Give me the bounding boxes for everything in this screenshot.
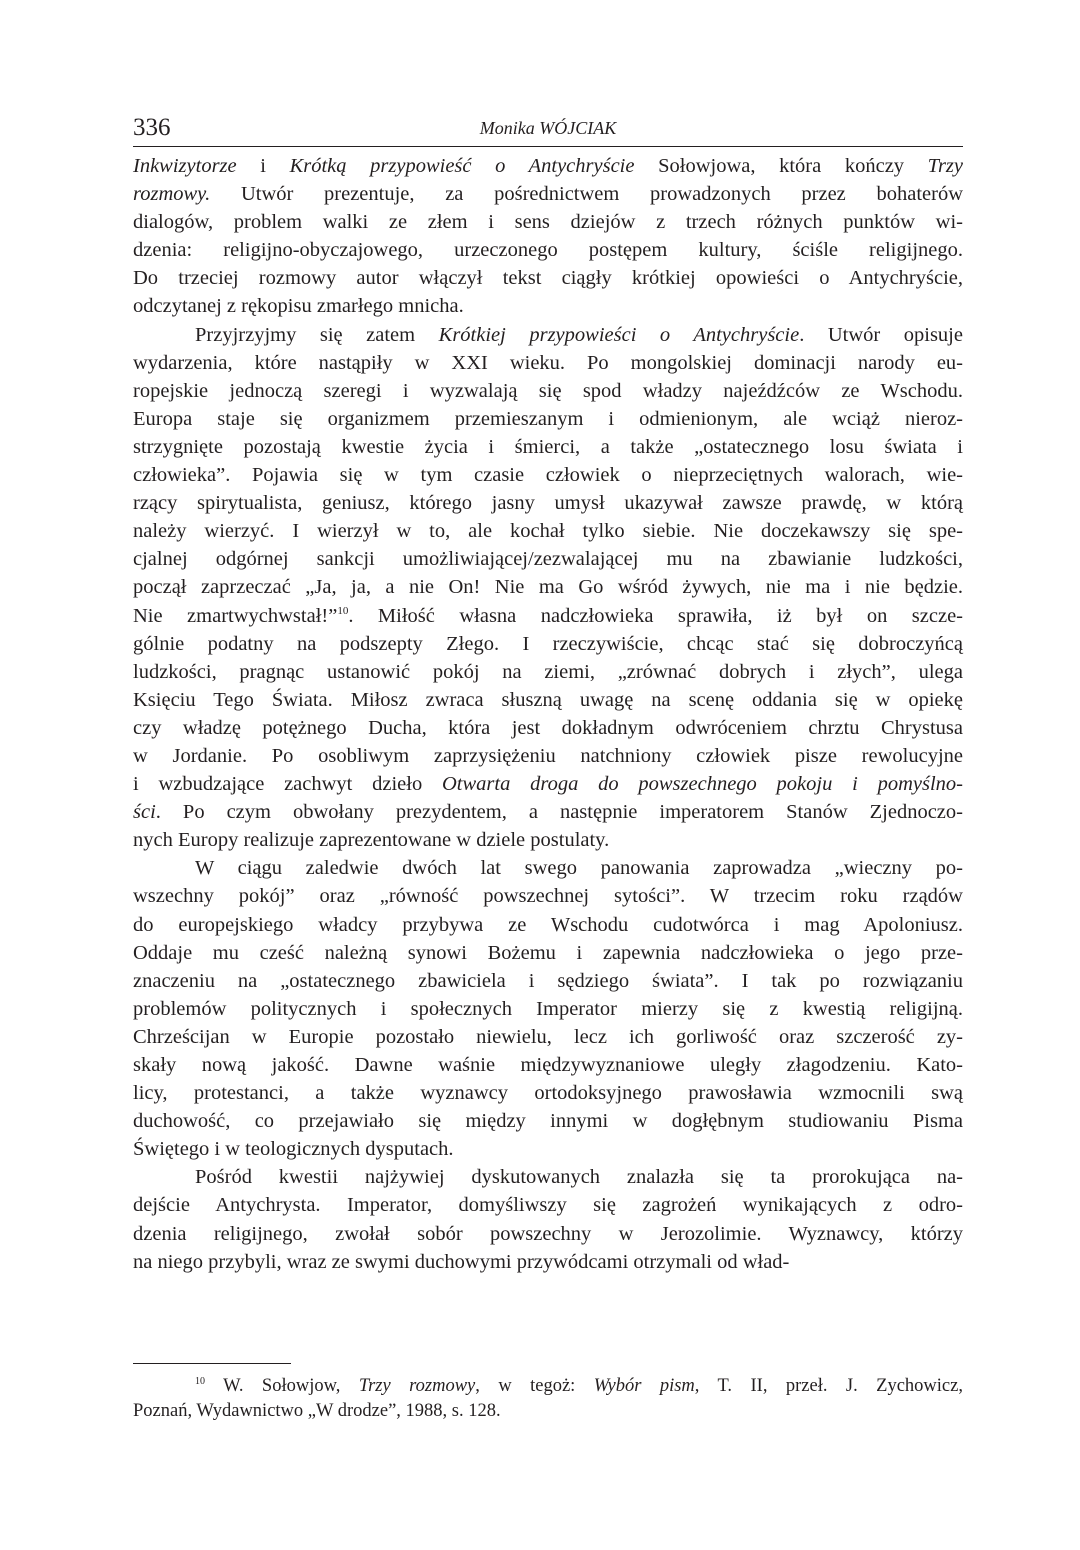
text-line bbox=[133, 911, 963, 939]
text-run: Poznań, Wydawnictwo „W drodze”, 1988, s. 128. bbox=[133, 1401, 501, 1421]
paragraph bbox=[133, 854, 963, 1163]
text-run: znaczeniu na „ostatecznego zbawiciela i sędziego świata”. I tak po rozwiązaniu bbox=[133, 969, 963, 992]
text-line bbox=[133, 180, 963, 208]
text-run: Europa staje się organizmem przemieszanym i odmienionym, ale wciąż nieroz- bbox=[133, 407, 963, 430]
paragraph bbox=[133, 152, 963, 321]
italic-text: Inkwizytorze bbox=[133, 155, 237, 177]
running-head: Monika WÓJCIAK bbox=[479, 118, 617, 138]
text-run: gólnie podatny na podszepty Złego. I rzeczywiście, chcąc stać się dobroczyńcą bbox=[133, 632, 963, 655]
text-run: począł zaprzeczać „Ja, ja, a nie On! Nie ma Go wśród żywych, nie ma i nie będzie. bbox=[133, 576, 963, 599]
text-run: w Jordanie. Po osobliwym zaprzysiężeniu natchniony człowiek pisze rewolucyjne bbox=[133, 744, 963, 767]
text-line bbox=[133, 1163, 963, 1191]
text-run: . Po czym obwołany prezydentem, a następnie imperatorem Stanów Zjednoczo- bbox=[155, 801, 963, 824]
text-run: nych Europy realizuje zaprezentowane w dziele postulaty. bbox=[133, 829, 610, 852]
text-line bbox=[133, 1248, 963, 1276]
text-line bbox=[133, 321, 963, 349]
text-line bbox=[133, 658, 963, 686]
text-run: Oddaje mu cześć należną synowi Bożemu i zapewnia nadczłowieka o jego prze- bbox=[133, 941, 963, 964]
text-run: należy wierzyć. I wierzył w to, ale kochał tylko siebie. Nie doczekawszy się spe- bbox=[133, 520, 963, 543]
text-run: licy, protestanci, a także wyznawcy ortodoksyjnego prawosławia wzmocnili swą bbox=[133, 1082, 963, 1105]
footnote-separator bbox=[133, 1363, 291, 1364]
text-run: Księciu Tego Świata. Miłosz zwraca słuszną uwagę na scenę oddania się w opiekę bbox=[133, 688, 963, 711]
text-run: skały nową jakość. Dawne waśnie międzywyznaniowe uległy złagodzeniu. Kato- bbox=[133, 1054, 963, 1076]
text-line bbox=[133, 1023, 963, 1051]
text-run: Chrześcijan w Europie pozostało niewielu, lecz ich gorliwość oraz szczerość zy- bbox=[133, 1025, 963, 1048]
text-run: , w tegoż: bbox=[475, 1376, 594, 1396]
text-run: dzenia religijnego, zwołał sobór powszechny w Jerozolimie. Wyznawcy, którzy bbox=[133, 1222, 963, 1245]
text-run: do europejskiego władcy przybywa ze Wschodu cudotwórca i mag Apoloniusz. bbox=[133, 913, 963, 936]
page-number: 336 bbox=[133, 114, 171, 141]
text-run: Utwór prezentuje, za pośrednictwem prowadzonych przez bohaterów bbox=[210, 183, 963, 206]
text-run: dialogów, problem walki ze złem i sens dziejów z trzech różnych punktów wi- bbox=[133, 211, 963, 234]
text-run: duchowość, co przejawiało się między innymi w dogłębnym studiowaniu Pisma bbox=[133, 1110, 963, 1133]
text-run: Nie zmartwychwstał!” bbox=[133, 604, 338, 627]
text-run: W. Sołowjow, bbox=[205, 1376, 359, 1396]
italic-text: Krótkiej przypowieści o Antychryście bbox=[438, 323, 800, 346]
text-line bbox=[133, 995, 963, 1023]
text-line bbox=[133, 517, 963, 545]
text-run: wszechny pokój” oraz „równość powszechnej sytości”. W trzecim roku rządów bbox=[133, 885, 963, 908]
text-line bbox=[133, 236, 963, 264]
text-run: , T. II, przeł. J. Zychowicz, bbox=[694, 1376, 963, 1396]
text-run: ropejskie jednoczą szeregi i wyzwalają się spod władzy najeźdźców ze Wschodu. bbox=[133, 379, 963, 402]
text-line bbox=[133, 489, 963, 517]
text-line bbox=[133, 292, 963, 320]
text-line bbox=[133, 573, 963, 601]
footnote bbox=[133, 1374, 963, 1424]
text-run: strzygnięte pozostają kwestie życia i śmierci, a także „ostatecznego losu świata i bbox=[133, 435, 963, 458]
text-run: Pośród kwestii najżywiej dyskutowanych znalazła się ta prorokująca na- bbox=[195, 1166, 963, 1189]
text-run: człowieka”. Pojawia się w tym czasie człowiek o nieprzeciętnych walorach, wie- bbox=[133, 464, 963, 487]
text-run: Sołowjowa, która kończy bbox=[634, 155, 928, 177]
text-line bbox=[133, 854, 963, 882]
text-line bbox=[133, 545, 963, 573]
footnote-line bbox=[133, 1399, 963, 1424]
text-run: i wzbudzające zachwyt dzieło bbox=[133, 773, 442, 796]
text-run: Do trzeciej rozmowy autor włączył tekst ciągły krótkiej opowieści o Antychryście, bbox=[133, 267, 963, 290]
italic-text: Otwarta droga do powszechnego pokoju i pomyślno- bbox=[442, 773, 963, 796]
paragraph bbox=[133, 1163, 963, 1275]
footnote-number: 10 bbox=[195, 1375, 205, 1387]
text-line bbox=[133, 1107, 963, 1135]
italic-text: ści bbox=[133, 801, 156, 824]
text-line bbox=[133, 630, 963, 658]
text-run: problemów politycznych i społecznych Imperator mierzy się z kwestią religijną. bbox=[133, 997, 963, 1020]
text-run: rzący spirytualista, geniusz, którego jasny umysł ukazywał zawsze prawdę, w którą bbox=[133, 492, 963, 515]
text-run: na niego przybyli, wraz ze swymi duchowymi przywódcami otrzymali od wład- bbox=[133, 1250, 790, 1273]
italic-text: Wybór pism bbox=[593, 1376, 695, 1396]
text-run: . Utwór opisuje bbox=[799, 323, 963, 346]
italic-text: Krótką przypowieść o Antychryście bbox=[289, 155, 635, 177]
text-line bbox=[133, 1135, 963, 1163]
footnote-reference: 10 bbox=[337, 604, 349, 617]
italic-text: Trzy bbox=[927, 155, 963, 177]
text-run: . Miłość własna nadczłowieka sprawiła, iż był on szcze- bbox=[348, 604, 964, 627]
text-line bbox=[133, 405, 963, 433]
text-line bbox=[133, 1191, 963, 1219]
text-line bbox=[133, 882, 963, 910]
text-line bbox=[133, 742, 963, 770]
italic-text: Trzy rozmowy bbox=[358, 1376, 476, 1396]
text-run: wydarzenia, które nastąpiły w XXI wieku. Po mongolskiej dominacji narody eu- bbox=[133, 351, 963, 374]
text-run: czy władzę potężnego Ducha, która jest dokładnym odwróceniem chrztu Chrystusa bbox=[133, 716, 963, 739]
text-line bbox=[133, 770, 963, 798]
italic-text: rozmowy. bbox=[133, 183, 211, 206]
text-line bbox=[133, 686, 963, 714]
text-line bbox=[133, 1051, 963, 1079]
text-run: dzenia: religijno-obyczajowego, urzeczonego postępem kultury, ściśle religijnego. bbox=[133, 239, 963, 262]
text-line bbox=[133, 208, 963, 236]
text-line bbox=[133, 461, 963, 489]
paragraph bbox=[133, 321, 963, 855]
text-line bbox=[133, 433, 963, 461]
text-run: dejście Antychrysta. Imperator, domyśliwszy się zagrożeń wynikających z odro- bbox=[133, 1194, 963, 1217]
text-run: W ciągu zaledwie dwóch lat swego panowania zaprowadza „wieczny po- bbox=[195, 857, 963, 880]
text-line bbox=[133, 1079, 963, 1107]
footnote-line bbox=[133, 1374, 963, 1399]
text-run: ludzkości, pragnąc ustanowić pokój na ziemi, „zrównać dobrych i złych”, ulega bbox=[133, 660, 963, 683]
text-run: Świętego i w teologicznych dysputach. bbox=[133, 1138, 454, 1161]
text-run: Przyjrzyjmy się zatem bbox=[195, 323, 439, 346]
page-header bbox=[133, 112, 963, 147]
text-line bbox=[133, 967, 963, 995]
text-line bbox=[133, 152, 963, 180]
text-line bbox=[133, 602, 963, 630]
text-line bbox=[133, 1220, 963, 1248]
text-run: cjalnej odgórnej sankcji umożliwiającej/zezwalającej mu na zbawianie ludzkości, bbox=[133, 548, 963, 571]
text-line bbox=[133, 349, 963, 377]
text-line bbox=[133, 264, 963, 292]
text-line bbox=[133, 826, 963, 854]
text-line bbox=[133, 798, 963, 826]
text-line bbox=[133, 714, 963, 742]
text-line bbox=[133, 377, 963, 405]
body-text bbox=[133, 152, 963, 1276]
text-run: odczytanej z rękopisu zmarłego mnicha. bbox=[133, 295, 464, 318]
text-line bbox=[133, 939, 963, 967]
text-run: i bbox=[236, 155, 290, 177]
